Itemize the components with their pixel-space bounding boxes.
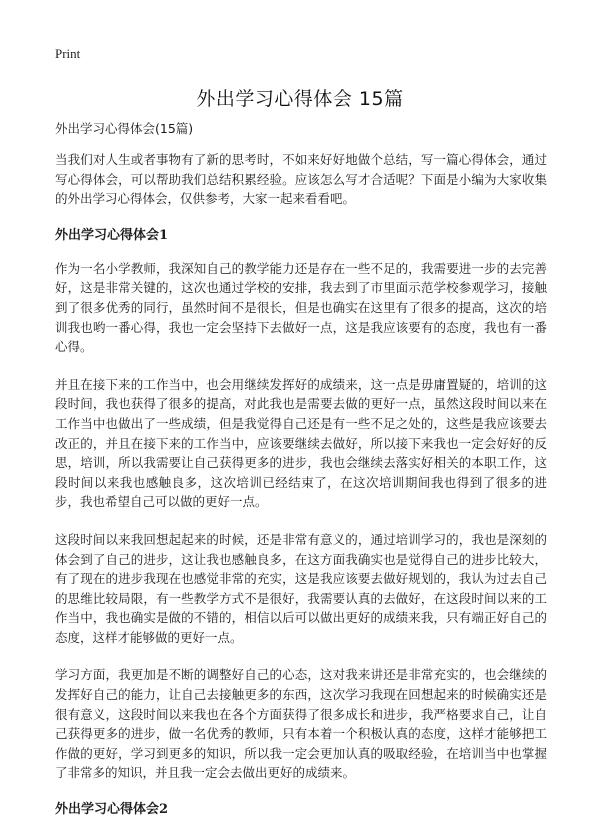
section-heading-2: 外出学习心得体会2	[55, 802, 169, 818]
section-heading-1: 外出学习心得体会1	[55, 227, 169, 243]
section-1-paragraph-1: 作为一名小学教师，我深知自己的教学能力还是存在一些不足的，我需要进一步的去完善好，这是非常关键的，这次也通过学校的安排，我去到了市里面示范学校参观学习，接触到了很多优秀的同行，虽然时间不是很长，但是也确实在这里有了很多的提高，这次的培训我也哟一番心得，我也一定会坚持下去做好一点，这是我应该要有的态度，我也有一番心得。	[55, 260, 547, 355]
article-subtitle: 外出学习心得体会(15篇)	[55, 121, 194, 136]
page-title: 外出学习心得体会 15篇	[196, 88, 404, 110]
intro-paragraph: 当我们对人生或者事物有了新的思考时，不如来好好地做个总结，写一篇心得体会，通过写心得体会，可以帮助我们总结积累经验。应该怎么写才合适呢？下面是小编为大家收集的外出学习心得体会，仅供参考，大家一起来看看吧。	[55, 152, 547, 207]
section-1-paragraph-3: 这段时间以来我回想起起来的时候，还是非常有意义的，通过培训学习的，我也是深刻的体会到了自己的进步，这让我也感触良多，在这方面我确实也是觉得自己的进步比较大，有了现在的进步我现在也感觉非常的充实，这是我应该要去做好规划的，我认为过去自己的思维比较局限，有一些教学方式不是很好，我需要认真的去做好，在这段时间以来的工作当中，我也确实是做的不错的，相信以后可以做出更好的成绩来我，只有端正好自己的态度，这样才能够做的更好一点。	[55, 531, 547, 645]
print-link[interactable]: Print	[55, 46, 81, 61]
article-body	[55, 120, 547, 833]
section-1-paragraph-4: 学习方面，我更加是不断的调整好自己的心态，这对我来讲还是非常充实的，也会继续的发挥好自己的能力，让自己去接触更多的东西，这次学习我现在回想起来的时候确实还是很有意义，这段时间以来我也在各个方面获得了很多成长和进步，我严格要求自己，让自己获得更多的进步，做一名优秀的教师，只有本着一个积极认真的态度，这样才能够把工作做的更好，学习到更多的知识，所以我一定会更加认真的吸取经验，在培训当中也掌握了非常多的知识，并且我一定会去做出更好的成绩来。	[55, 667, 547, 781]
section-1-paragraph-2: 并且在接下来的工作当中，也会用继续发挥好的成绩来，这一点是毋庸置疑的，培训的这段时间，我也获得了很多的提高，对此我也是需要去做的更好一点，虽然这段时间以来在工作当中也做出了一些成绩，但是我觉得自己还是有一些不足之处的，这些是我应该要去改正的，并且在接下来的工作当中，应该要继续去做好，所以接下来我也一定会好好的反思，培训，所以我需要让自己获得更多的进步，我也会继续去落实好相关的本职工作，这段时间以来我也感触良多，这次培训已经结束了，在这次培训期间我也得到了很多的进步，我也希望自己可以做的更好一点。	[55, 376, 547, 510]
